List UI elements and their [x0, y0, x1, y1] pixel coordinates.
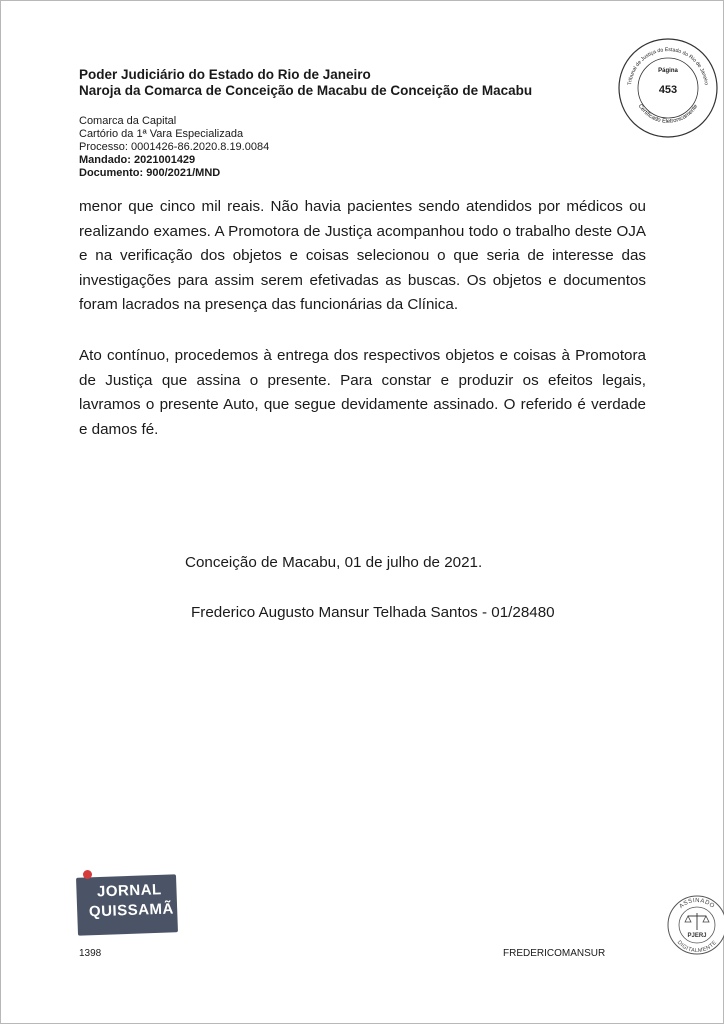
meta-documento: Documento: 900/2021/MND: [79, 167, 221, 179]
meta-cartorio: Cartório da 1ª Vara Especializada: [79, 128, 244, 140]
meta-comarca: Comarca da Capital: [79, 115, 177, 127]
stamp-bottom-text: DIGITALMENTE: [675, 939, 719, 955]
footer-page-id: 1398: [79, 948, 102, 959]
body-paragraph-2: Ato contínuo, procedemos à entrega dos respectivos objetos e coisas à Promotora de Justiça que assina o presente. Para constar e produzir os efeitos legais, lavramos o presente Auto, que segue devidamente assinado. O referido é verdade e damos fé.: [79, 347, 646, 438]
court-subtitle: Naroja da Comarca de Conceição de Macabu de Conceição de Macabu: [79, 83, 533, 98]
logo-line-2: QUISSAMÃ: [88, 900, 175, 921]
signature-line: Frederico Augusto Mansur Telhada Santos - 01/28480: [191, 604, 555, 621]
seal-page-number: 453: [658, 84, 678, 96]
stamp-center-text: PJERJ: [687, 933, 707, 939]
seal-bottom-text: Certificado Eletronicamente: [636, 103, 700, 125]
meta-processo: Processo: 0001426-86.2020.8.19.0084: [79, 141, 270, 153]
body-paragraph-1: menor que cinco mil reais. Não havia pacientes sendo atendidos por médicos ou realizando exames. A Promotora de Justiça acompanhou todo o trabalho deste OJA e na verificação dos objetos e coisas selecionou o que seria de interesse das investigações para assim serem efetivadas as buscas. Os objetos e documentos foram lacrados na presença das funcionárias da Clínica.: [79, 198, 646, 313]
court-title: Poder Judiciário do Estado do Rio de Janeiro: [79, 67, 371, 82]
pin-icon: [83, 870, 92, 879]
seal-page-label: Página: [658, 68, 678, 74]
digital-signature-stamp: [666, 894, 724, 956]
logo-line-1: JORNAL: [96, 881, 162, 901]
page-seal: [617, 37, 719, 139]
stamp-icon: [666, 894, 724, 956]
place-date: Conceição de Macabu, 01 de julho de 2021.: [185, 554, 483, 571]
stamp-top-text: ASSINADO: [678, 897, 716, 910]
jornal-quissama-logo: [77, 870, 181, 936]
meta-mandado: Mandado: 2021001429: [79, 154, 196, 166]
footer-signer: FREDERICOMANSUR: [503, 948, 606, 959]
seal-top-text: Tribunal de Justiça do Estado do Rio de Janeiro: [627, 46, 709, 86]
